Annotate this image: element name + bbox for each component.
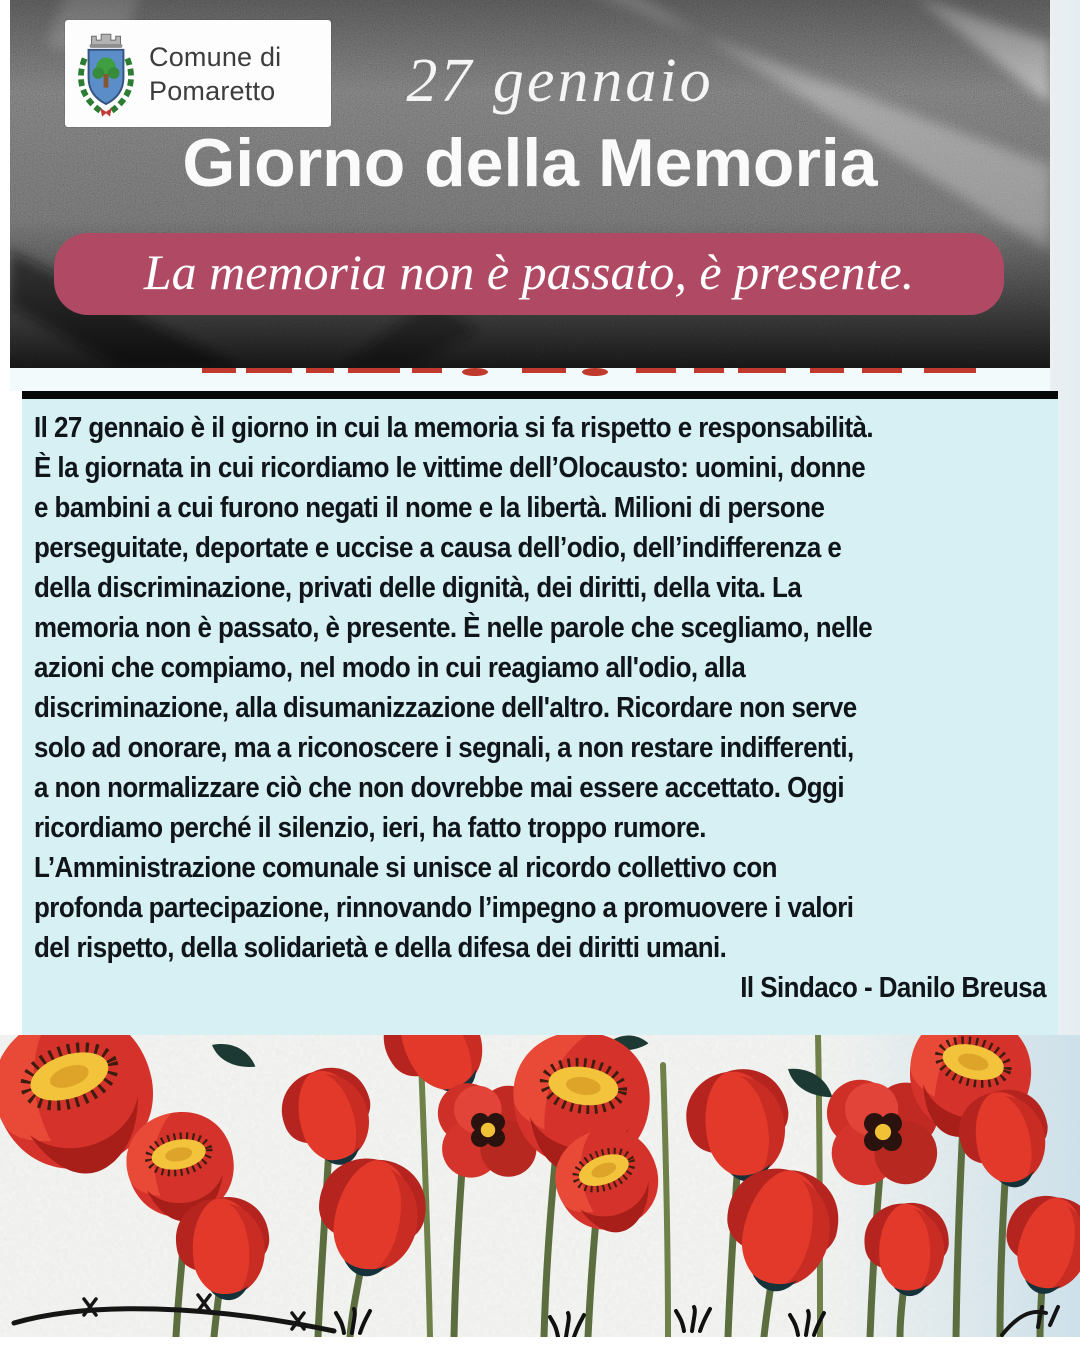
- quote-banner: [54, 233, 1004, 315]
- message-line: discriminazione, alla disumanizzazione dell'altro. Ricordare non serve: [34, 692, 857, 724]
- message-line: della discriminazione, privati delle dignità, dei diritti, della vita. La: [34, 572, 802, 604]
- date-text: 27 gennaio: [406, 47, 714, 115]
- logo-line-2: Pomaretto: [149, 75, 276, 106]
- signature-line: Il Sindaco - Danilo Breusa: [740, 972, 1046, 1004]
- message-line: e bambini a cui furono negati il nome e la libertà. Milioni di persone: [34, 492, 825, 524]
- message-line: profonda partecipazione, rinnovando l’impegno a promuovere i valori: [34, 892, 854, 924]
- message-line: memoria non è passato, è presente. È nelle parole che scegliamo, nelle: [34, 612, 873, 644]
- quote-text: La memoria non è passato, è presente.: [143, 244, 915, 300]
- page-title: Giorno della Memoria: [182, 125, 878, 201]
- message-line: azioni che compiamo, nel modo in cui reagiamo all'odio, alla: [34, 652, 746, 684]
- message-line: a non normalizzare ciò che non dovrebbe mai essere accettato. Oggi: [34, 772, 844, 804]
- cropped-text-fragments: [10, 368, 1050, 391]
- message-line: Il 27 gennaio è il giorno in cui la memoria si fa rispetto e responsabilità.: [34, 412, 874, 444]
- bottom-margin: [0, 1337, 1080, 1350]
- message-line: È la giornata in cui ricordiamo le vittime dell’Olocausto: uomini, donne: [34, 452, 866, 484]
- message-line: ricordiamo perché il silenzio, ieri, ha fatto troppo rumore.: [34, 812, 706, 844]
- railway-photo-header: [10, 0, 1050, 368]
- message-line: del rispetto, della solidarietà e della difesa dei diritti umani.: [34, 932, 727, 964]
- message-panel: [22, 399, 1058, 1035]
- poppy-illustration: [0, 1035, 1080, 1337]
- message-line: solo ad onorare, ma a riconoscere i segnali, a non restare indifferenti,: [34, 732, 854, 764]
- divider-line: [22, 391, 1058, 399]
- message-line: L’Amministrazione comunale si unisce al ricordo collettivo con: [34, 852, 777, 884]
- logo-line-1: Comune di: [149, 41, 282, 72]
- message-line: perseguitate, deportate e uccise a causa dell’odio, dell’indifferenza e: [34, 532, 842, 564]
